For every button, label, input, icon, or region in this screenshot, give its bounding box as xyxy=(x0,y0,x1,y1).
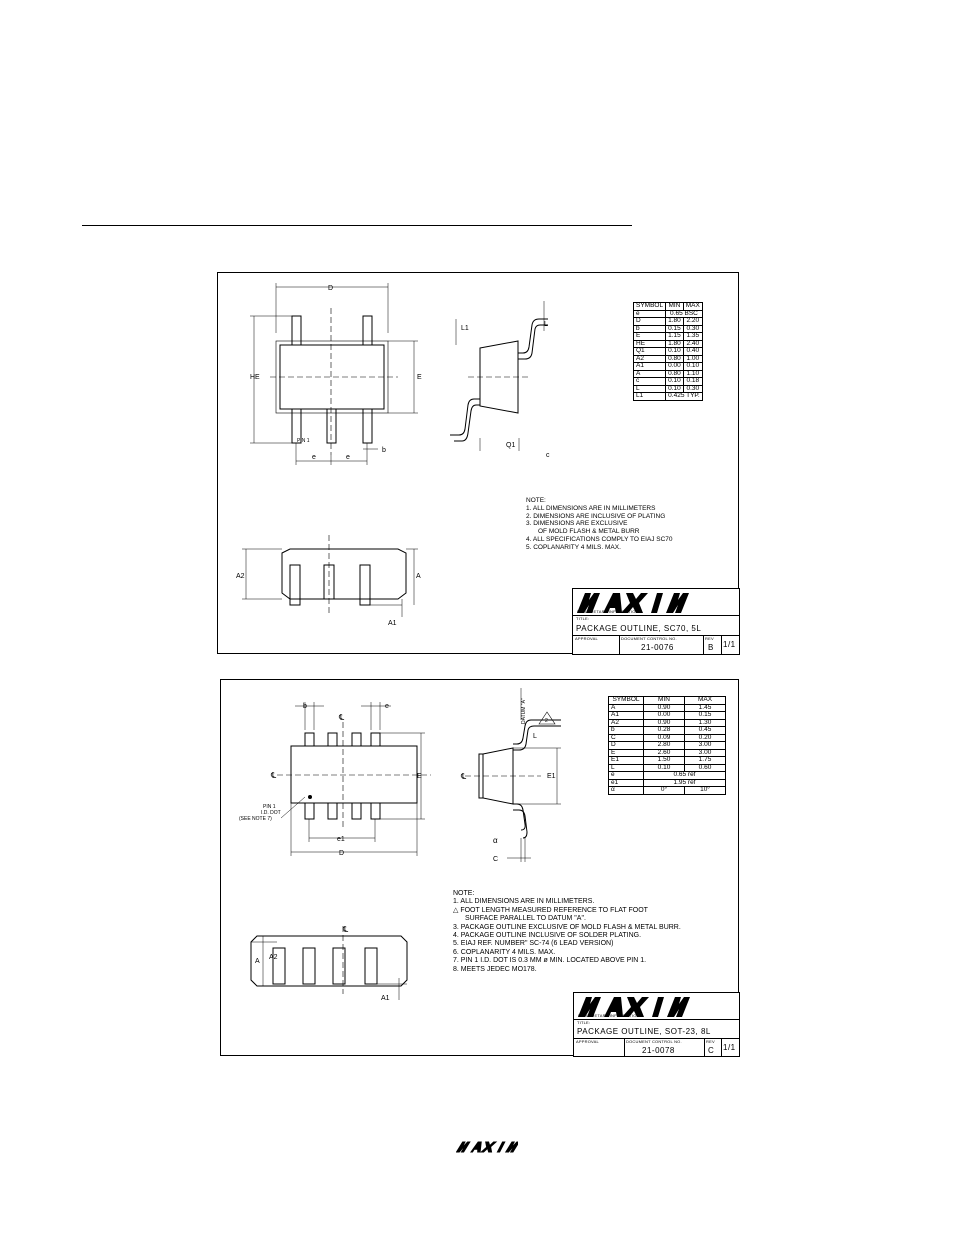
cell-symbol: A1 xyxy=(609,712,644,720)
note-item: 7. PIN 1 I.D. DOT IS 0.3 MM ø MIN. LOCATED ABOVE PIN 1. xyxy=(453,957,647,965)
cell-symbol: e xyxy=(609,772,644,780)
cell-symbol: C xyxy=(609,734,644,742)
cell-max: 1.35 xyxy=(683,333,702,341)
table-row xyxy=(634,333,703,341)
dim-A2-label: A2 xyxy=(269,954,278,961)
dim-e-label-left: e xyxy=(312,454,316,461)
dim-L-label: L xyxy=(544,321,548,328)
sheet-value: 1/1 xyxy=(723,640,736,649)
dim-D-label: D xyxy=(328,285,334,292)
rev-label: REV xyxy=(705,636,714,641)
col-max: MAX xyxy=(683,303,702,311)
cell-max: 0.45 xyxy=(685,727,726,735)
sot23-notes xyxy=(453,890,681,974)
cell-symbol: E xyxy=(634,333,666,341)
note-item: 5. EIAJ REF. NUMBER" SC-74 (6 LEAD VERSION) xyxy=(453,940,614,948)
cell-symbol: α xyxy=(609,787,644,795)
cell-value: 0.425 TYP. xyxy=(666,393,703,401)
cell-symbol: D xyxy=(609,742,644,750)
cell-min: 0° xyxy=(644,787,685,795)
cell-max: 1.45 xyxy=(685,704,726,712)
proprietary-label: PROPRIETARY INFORMATION xyxy=(577,609,639,614)
cell-max: 0.15 xyxy=(685,712,726,720)
centerline-symbol: ℄ xyxy=(339,713,345,722)
cell-symbol: Q1 xyxy=(634,348,666,356)
dim-E-label: E xyxy=(417,374,422,381)
cell-symbol: A2 xyxy=(634,355,666,363)
note-item: 2. DIMENSIONS ARE INCLUSIVE OF PLATING xyxy=(526,512,666,520)
title-value: PACKAGE OUTLINE, SOT-23, 8L xyxy=(577,1027,711,1036)
dim-A-label: A xyxy=(255,958,260,965)
drawing-sot23-8l xyxy=(220,679,739,1056)
cell-min: 0.90 xyxy=(644,704,685,712)
cell-min: 1.80 xyxy=(666,340,684,348)
datum-label: DATUM "A" xyxy=(521,698,527,724)
cell-max: 2.40 xyxy=(683,340,702,348)
sc70-notes xyxy=(526,497,673,552)
cell-value: 0.65 ref xyxy=(644,772,726,780)
dim-A-label: A xyxy=(416,573,421,580)
col-min: MIN xyxy=(644,697,685,705)
title-block-logo-area xyxy=(574,993,739,1020)
dim-e-label: e xyxy=(385,703,389,710)
note-item-text: FOOT LENGTH MEASURED REFERENCE TO FLAT FOOT xyxy=(460,906,648,914)
rev-cell xyxy=(703,635,722,654)
cell-max: 10° xyxy=(685,787,726,795)
cell-min: 0.80 xyxy=(666,370,684,378)
table-header-row xyxy=(634,303,703,311)
cell-symbol: L xyxy=(634,385,666,393)
cell-max: 1.10 xyxy=(683,370,702,378)
centerline-symbol: ℄ xyxy=(461,772,467,781)
dim-b-label: b xyxy=(303,703,307,710)
sheet-cell xyxy=(721,1038,739,1056)
table-row xyxy=(609,742,726,750)
note-item: 4. ALL SPECIFICATIONS COMPLY TO EIAJ SC70 xyxy=(526,535,673,543)
dim-E-label: E xyxy=(417,773,422,780)
table-header-row xyxy=(609,697,726,705)
col-symbol: SYMBOL xyxy=(634,303,666,311)
rev-value: C xyxy=(708,1046,715,1055)
cell-max: 0.10 xyxy=(683,363,702,371)
cell-symbol: c xyxy=(634,378,666,386)
note-item: 4. PACKAGE OUTLINE INCLUSIVE OF SOLDER PLATING. xyxy=(453,931,642,939)
doc-control-label: DOCUMENT CONTROL NO. xyxy=(621,636,677,641)
dim-e1-label: e1 xyxy=(337,836,345,843)
cell-min: 0.28 xyxy=(644,727,685,735)
dim-C-label: C xyxy=(493,856,499,863)
cell-symbol: A xyxy=(609,704,644,712)
title-field-label: TITLE: xyxy=(577,1020,591,1025)
cell-symbol: A2 xyxy=(609,719,644,727)
maxim-logo-icon xyxy=(456,1140,518,1154)
table-row xyxy=(634,393,703,401)
pin1-label-line1: PIN 1 xyxy=(263,804,276,810)
note-item: 6. COPLANARITY 4 MILS. MAX. xyxy=(453,948,556,956)
table-row xyxy=(609,757,726,765)
cell-max: 0.20 xyxy=(685,734,726,742)
cell-value: 1.95 ref xyxy=(644,779,726,787)
dim-HE-label: HE xyxy=(250,374,260,381)
cell-min: 1.50 xyxy=(644,757,685,765)
cell-max: 3.00 xyxy=(685,749,726,757)
cell-symbol: L xyxy=(609,764,644,772)
cell-symbol: e1 xyxy=(609,779,644,787)
cell-max: 1.00 xyxy=(683,355,702,363)
note-flag-icon: △ xyxy=(453,906,461,914)
cell-min: 2.80 xyxy=(644,742,685,750)
note-item: 5. COPLANARITY 4 MILS. MAX. xyxy=(526,543,621,551)
proprietary-label: PROPRIETARY INFORMATION xyxy=(578,1013,640,1018)
note-item: 3. PACKAGE OUTLINE EXCLUSIVE OF MOLD FLASH & METAL BURR. xyxy=(453,923,681,931)
cell-max: 1.30 xyxy=(685,719,726,727)
cell-min: 0.10 xyxy=(644,764,685,772)
col-max: MAX xyxy=(685,697,726,705)
note-item: 1. ALL DIMENSIONS ARE IN MILLIMETERS xyxy=(526,504,656,512)
cell-min: 0.09 xyxy=(644,734,685,742)
cell-min: 2.60 xyxy=(644,749,685,757)
approval-cell xyxy=(573,635,620,654)
cell-symbol: HE xyxy=(634,340,666,348)
doc-control-cell xyxy=(624,1038,705,1056)
sheet-value: 1/1 xyxy=(723,1043,736,1052)
approval-label: APPROVAL xyxy=(576,1039,599,1044)
dim-alpha-label: α xyxy=(493,836,498,845)
cell-min: 0.80 xyxy=(666,355,684,363)
dim-Q1-label: Q1 xyxy=(506,442,516,449)
sheet-cell xyxy=(721,635,739,654)
pin1-label-line2: I.D. DOT xyxy=(261,810,281,816)
sc70-title-block xyxy=(572,588,740,655)
cell-value: 0.65 BSC xyxy=(666,310,703,318)
approval-cell xyxy=(574,1038,625,1056)
sc70-dimension-table xyxy=(633,302,703,401)
sot23-dimension-table xyxy=(608,696,726,795)
cell-min: 0.10 xyxy=(666,348,684,356)
title-field-label: TITLE: xyxy=(576,616,590,621)
cell-min: 0.10 xyxy=(666,378,684,386)
dim-E1-label: E1 xyxy=(547,773,556,780)
doc-control-label: DOCUMENT CONTROL NO. xyxy=(626,1039,682,1044)
dim-A1-label: A1 xyxy=(381,995,390,1002)
cell-max: 0.30 xyxy=(683,325,702,333)
dim-A2-label: A2 xyxy=(236,573,245,580)
cell-min: 0.00 xyxy=(644,712,685,720)
table-row xyxy=(634,318,703,326)
table-row xyxy=(609,787,726,795)
table-row xyxy=(609,764,726,772)
dim-L1-label: L1 xyxy=(461,325,469,332)
notes-heading: NOTE: xyxy=(453,890,475,897)
cell-max: 0.40 xyxy=(683,348,702,356)
cell-max: 0.18 xyxy=(683,378,702,386)
sot23-title-block xyxy=(573,992,740,1057)
table-row xyxy=(634,378,703,386)
cell-symbol: E xyxy=(609,749,644,757)
title-value: PACKAGE OUTLINE, SC70, 5L xyxy=(576,624,702,633)
cell-min: 0.10 xyxy=(666,385,684,393)
dim-A1-label: A1 xyxy=(388,620,397,627)
cell-max: 1.75 xyxy=(685,757,726,765)
centerline-symbol: ℄ xyxy=(271,771,277,780)
note-item: 3. DIMENSIONS ARE EXCLUSIVE xyxy=(526,520,628,528)
cell-max: 2.20 xyxy=(683,318,702,326)
note-item: 1. ALL DIMENSIONS ARE IN MILLIMETERS. xyxy=(453,898,595,906)
header-rule xyxy=(82,225,632,226)
cell-min: 0.15 xyxy=(666,325,684,333)
notes-heading: NOTE: xyxy=(526,497,546,504)
dim-L-label: L xyxy=(533,733,537,740)
table-row xyxy=(609,772,726,780)
centerline-symbol: ℄ xyxy=(343,925,349,934)
cell-symbol: A1 xyxy=(634,363,666,371)
doc-control-number: 21-0078 xyxy=(642,1046,675,1055)
table-row xyxy=(634,363,703,371)
cell-symbol: L1 xyxy=(634,393,666,401)
cell-symbol: b xyxy=(634,325,666,333)
note-item: OF MOLD FLASH & METAL BURR xyxy=(538,528,640,536)
pin1-label: PIN 1 xyxy=(297,438,310,444)
rev-cell xyxy=(704,1038,722,1056)
cell-symbol: D xyxy=(634,318,666,326)
cell-min: 0.00 xyxy=(666,363,684,371)
pin1-id-dot xyxy=(308,795,312,799)
dim-c-label: c xyxy=(546,452,550,459)
dim-b-label: b xyxy=(382,447,386,454)
rev-label: REV xyxy=(706,1039,715,1044)
col-min: MIN xyxy=(666,303,684,311)
cell-max: 0.30 xyxy=(683,385,702,393)
doc-control-number: 21-0076 xyxy=(641,643,674,652)
table-row xyxy=(609,712,726,720)
table-row xyxy=(634,348,703,356)
cell-min: 0.90 xyxy=(644,719,685,727)
dim-D-label: D xyxy=(339,850,345,857)
note-item xyxy=(453,907,681,915)
title-block-logo-area xyxy=(573,589,739,616)
pin1-label-line3: (SEE NOTE 7) xyxy=(239,816,272,822)
note-item: SURFACE PARALLEL TO DATUM "A". xyxy=(465,915,586,923)
cell-min: 1.15 xyxy=(666,333,684,341)
cell-symbol: A xyxy=(634,370,666,378)
cell-max: 0.60 xyxy=(685,764,726,772)
note-flag-number: 2 xyxy=(545,718,548,724)
cell-symbol: b xyxy=(609,727,644,735)
rev-value: B xyxy=(708,643,714,652)
cell-symbol: e xyxy=(634,310,666,318)
drawing-sc70-5l xyxy=(217,272,739,654)
title-row xyxy=(574,1019,739,1039)
table-row xyxy=(609,727,726,735)
cell-min: 1.80 xyxy=(666,318,684,326)
cell-max: 3.00 xyxy=(685,742,726,750)
note-item: 8. MEETS JEDEC MO178. xyxy=(453,965,537,973)
approval-label: APPROVAL xyxy=(575,636,598,641)
title-row xyxy=(573,615,739,636)
cell-symbol: E1 xyxy=(609,757,644,765)
col-symbol: SYMBOL xyxy=(609,697,644,705)
doc-control-cell xyxy=(619,635,704,654)
dim-e-label-right: e xyxy=(346,454,350,461)
